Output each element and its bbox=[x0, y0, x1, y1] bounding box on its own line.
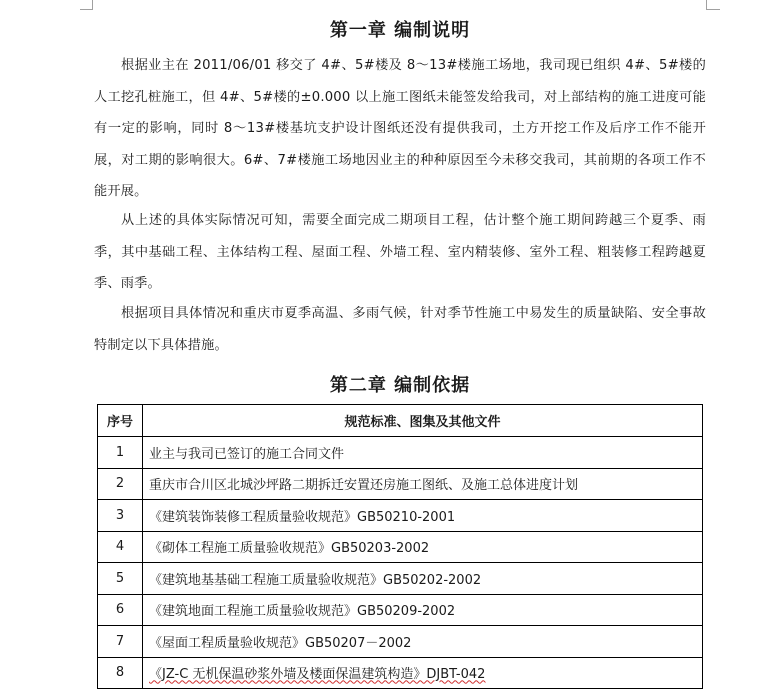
row-document: 业主与我司已签订的施工合同文件 bbox=[143, 437, 703, 469]
row-number: 5 bbox=[98, 563, 143, 595]
row-number: 7 bbox=[98, 626, 143, 658]
row-number: 2 bbox=[98, 468, 143, 500]
crop-mark-top-left-h bbox=[80, 9, 92, 10]
row-number: 6 bbox=[98, 594, 143, 626]
row-document: 《砌体工程施工质量验收规范》GB50203-2002 bbox=[143, 531, 703, 563]
header-number: 序号 bbox=[98, 405, 143, 437]
table-row bbox=[98, 594, 703, 626]
crop-mark-top-right-h bbox=[706, 9, 720, 10]
row-document: 《建筑地基基础工程施工质量验收规范》GB50202-2002 bbox=[143, 563, 703, 595]
chapter-1-paragraph-2: 从上述的具体实际情况可知，需要全面完成二期项目工程，估计整个施工期间跨越三个夏季、雨季，其中基础工程、主体结构工程、屋面工程、外墙工程、室内精装修、室外工程、粗装修工程跨越夏季、雨季。 bbox=[94, 213, 706, 292]
table-row bbox=[98, 500, 703, 532]
row-document: 重庆市合川区北城沙坪路二期拆迁安置还房施工图纸、及施工总体进度计划 bbox=[143, 468, 703, 500]
table-row bbox=[98, 437, 703, 469]
crop-mark-top-left bbox=[92, 0, 93, 10]
chapter-2-title: 第二章 编制依据 bbox=[329, 375, 471, 396]
header-documents: 规范标准、图集及其他文件 bbox=[143, 405, 703, 437]
table-row bbox=[98, 531, 703, 563]
row-number: 8 bbox=[98, 657, 143, 689]
row-document: 《建筑装饰装修工程质量验收规范》GB50210-2001 bbox=[143, 500, 703, 532]
chapter-1-title: 第一章 编制说明 bbox=[329, 20, 471, 41]
row-number: 1 bbox=[98, 437, 143, 469]
row-document: 《JZ-C 无机保温砂浆外墙及楼面保温建筑构造》DJBT-042 bbox=[143, 657, 703, 689]
chapter-1-paragraph-3: 根据项目具体情况和重庆市夏季高温、多雨气候，针对季节性施工中易发生的质量缺陷、安全事故特制定以下具体措施。 bbox=[94, 306, 706, 353]
spec-table bbox=[97, 404, 703, 689]
row-number: 3 bbox=[98, 500, 143, 532]
table-row bbox=[98, 626, 703, 658]
table-row bbox=[98, 468, 703, 500]
table-header-row bbox=[98, 405, 703, 437]
row-document: 《建筑地面工程施工质量验收规范》GB50209-2002 bbox=[143, 594, 703, 626]
chapter-1-paragraph-1: 根据业主在 2011/06/01 移交了 4#、5#楼及 8～13#楼施工场地，我司现已组织 4#、5#楼的人工挖孔桩施工，但 4#、5#楼的±0.000 以上施工图纸未能签发给我司，对上部结构的施工进度可能有一定的影响，同时 8～13#楼基坑支护设计图纸还没有提供我司，土方开挖工作及后序工作不能开展，对工期的影响很大。6#、7#楼施工场地因业主的种种原因至今未移交我司，其前期的各项工作不能开展。 bbox=[94, 58, 706, 200]
table-row bbox=[98, 563, 703, 595]
row-document: 《屋面工程质量验收规范》GB50207－2002 bbox=[143, 626, 703, 658]
row-number: 4 bbox=[98, 531, 143, 563]
